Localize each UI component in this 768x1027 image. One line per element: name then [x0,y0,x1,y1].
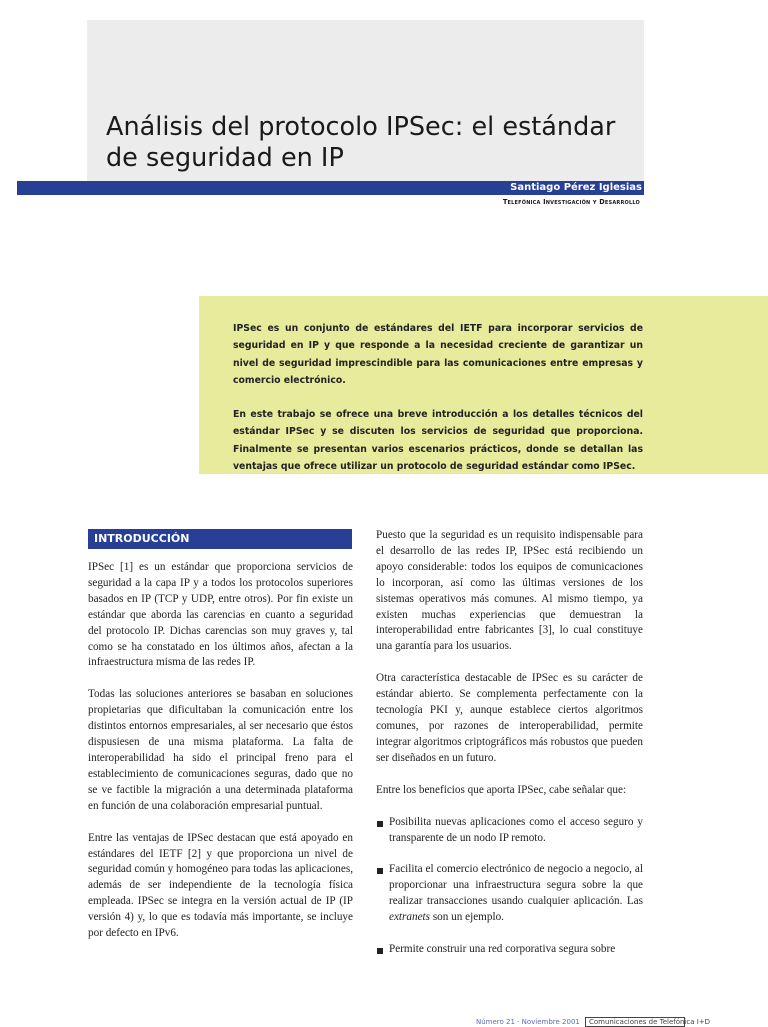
list-item-emphasis: extranets [389,911,431,924]
body-paragraph: Todas las soluciones anteriores se basaban en soluciones propietarias que dificultaban la comunicación entre los distintos entornos empresariales, al ser necesario que éstos dispusiesen de una misma plataforma. La falta de interoperabilidad ha sido el principal freno para el establecimiento de comunicaciones seguras, dado que no se ve factible la migración a una determinada plataforma en función de una colaboración empresarial puntual. [88,688,353,812]
body-paragraph: Entre las ventajas de IPSec destacan que está apoyado en estándares del IETF [2] y que proporciona un nivel de seguridad común y homogéneo para todas las aplicaciones, además de ser independiente de la tecnología física empleada. IPSec se integra en la versión actual de IP (IP versión 4) y, lo que es todavía más importante, se incluye por defecto en IPv6. [88,831,353,940]
list-item [376,815,643,847]
square-bullet-icon [377,948,383,954]
author-name: Santiago Pérez Iglesias [510,182,642,193]
list-item-text: Facilita el comercio electrónico de negocio a negocio, al proporcionar una infraestructura segura sobre la que realizar transacciones usando cualquier aplicación. Las [389,863,643,908]
author-affiliation: Telefónica Investigación y Desarrollo [502,198,640,206]
abstract-paragraph-2: En este trabajo se ofrece una breve introducción a los detalles técnicos del estándar IPSec y se discuten los servicios de seguridad que proporciona. Finalmente se presentan varios escenarios prácticos, donde se detallan las ventajas que ofrece utilizar un protocolo de seguridad estándar como IPSec. [233,409,643,473]
benefits-list [376,815,643,958]
abstract-paragraph-1: IPSec es un conjunto de estándares del IETF para incorporar servicios de seguridad en IP y que responde a la necesidad creciente de garantizar un nivel de seguridad imprescindible para las comunicaciones entre empresas y comercio electrónico. [233,323,643,386]
body-paragraph: IPSec [1] es un estándar que proporciona servicios de seguridad a la capa IP y a todos los protocolos superiores basados en IP (TCP y UDP, entre otros). Por fin existe un estándar que aborda las carencias en cuanto a seguridad del protocolo IP. Dichas carencias son muy graves y, tal como se ha constatado en los últimos años, afectan a la infraestructura misma de las redes IP. [88,561,353,669]
body-paragraph: Puesto que la seguridad es un requisito indispensable para el desarrollo de las redes IP, IPSec está recibiendo un apoyo considerable: todos los equipos de comunicaciones lo incorporan, así como las últimas versiones de los sistemas operativos más comunes. Al mismo tiempo, ya existen muchas experiencias que demuestran la interoperabilidad entre fabricantes [3], lo cual constituye una garantía para los usuarios. [376,529,643,653]
title-line-1: Análisis del protocolo IPSec: el estándar [106,112,616,142]
list-item-text: Permite construir una red corporativa segura sobre [389,943,616,956]
square-bullet-icon [377,868,383,874]
title-line-2: de seguridad en IP [106,143,344,173]
footer-journal: Comunicaciones de Telefónica I+D [585,1017,685,1027]
section-heading-introduccion: INTRODUCCIÓN [88,529,352,549]
body-paragraph: Entre los beneficios que aporta IPSec, cabe señalar que: [376,783,627,796]
square-bullet-icon [377,821,383,827]
list-item [376,862,643,926]
footer-issue: Número 21 · Noviembre 2001 [476,1018,580,1026]
list-item-text: Posibilita nuevas aplicaciones como el acceso seguro y transparente de un nodo IP remoto. [389,815,643,844]
list-item-text: son un ejemplo. [430,911,504,924]
body-paragraph: Otra característica destacable de IPSec es su carácter de estándar abierto. Se complementa perfectamente con la tecnología PKI y, aunque establece ciertos algoritmos comunes, por razones de interoperabilidad, permite integrar algoritmos criptográficos más robustos que pueden ser diseñados en un futuro. [376,672,643,764]
right-column [376,528,643,974]
article-title [106,112,636,174]
left-column [88,560,353,958]
abstract [233,320,643,492]
list-item [376,942,643,958]
